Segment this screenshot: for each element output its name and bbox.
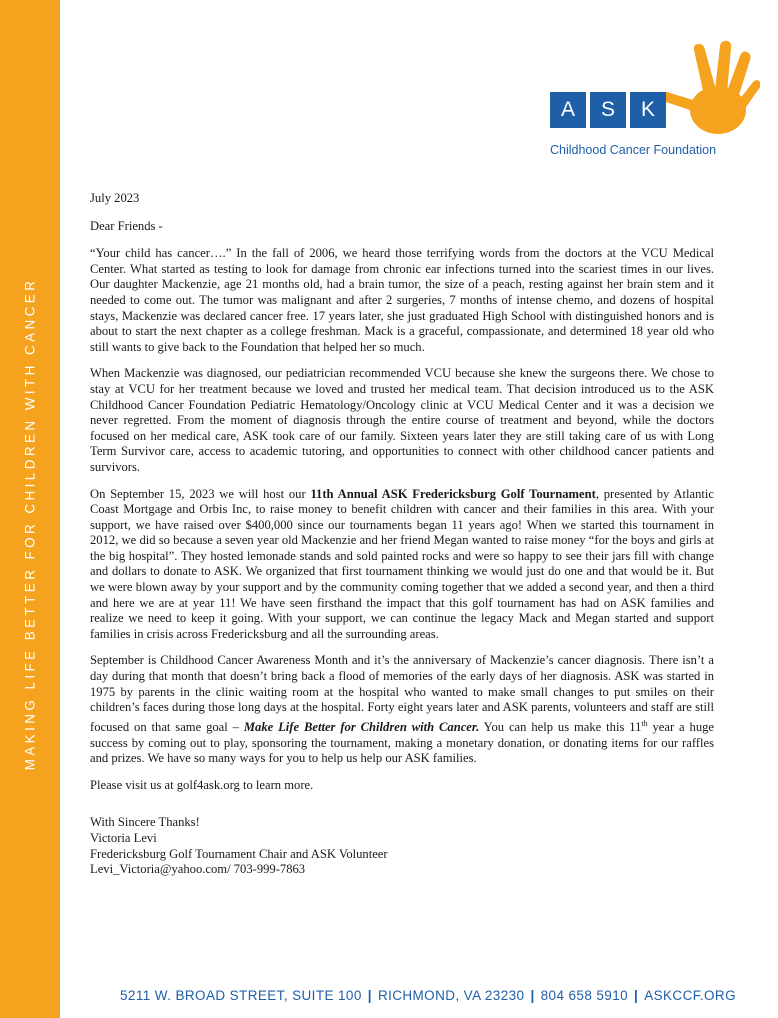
paragraph-3-body: , presented by Atlantic Coast Mortgage and Orbis Inc, to raise money to benefit children with cancer and their families in this area. With your support, we have raised over $400,000 since our tournaments began 11 years ago! When we started this tournament in 2012, we did so because a seven year old Mackenzie and her friend Megan wanted to raise money “for the boys and girls at the big hospital”. They hosted lemonade stands and sold painted rocks and were so happy to see their jars fill with change and dollars to donate to ASK. We organized that first tournament thinking we would just do one and that would be it. But we were blown away by your support and by the community coming together that we added a second year, and then a third and here we are at year 11! We have seen firsthand the impact that this golf tournament has had on ASK families and realize we need to keep it going. With your support, we can continue the legacy Mack and Megan started and support families in crisis across Fredericksburg and all the surrounding areas. [90, 486, 715, 641]
footer-city: RICHMOND, VA 23230 [377, 988, 525, 1003]
paragraph-5: Please visit us at golf4ask.org to learn more. [90, 777, 314, 792]
closing-line: With Sincere Thanks! [90, 815, 200, 830]
ordinal-suffix: th [641, 718, 648, 728]
footer-phone: 804 658 5910 [540, 988, 629, 1003]
footer-address: 5211 W. BROAD STREET, SUITE 100 [120, 988, 362, 1003]
sidebar [0, 0, 60, 1018]
paragraph-2: When Mackenzie was diagnosed, our pediatrician recommended VCU because she knew the surgeons there. We chose to stay at VCU for her treatment because we loved and trusted her medical team. That decision introduced us to the ASK Childhood Cancer Foundation Pediatric Hematology/Oncology clinic at VCU Medical Center and it was a decision we never regretted. From the moment of diagnosis through the entire course of treatment and beyond, while the doctors focused on her medical care, ASK took care of our family. Sixteen years later they are still taking care of us with Long Term Survivor care, access to academic tutoring, and opportunities to connect with other childhood cancer patients and survivors. [90, 366, 714, 474]
paragraph-4-intro: September is Childhood Cancer Awareness Month and it’s the anniversary of Mackenzie’s cancer diagnosis. There isn’t a day during that month that doesn’t bring back a flood of memories of the early days of her diagnosis. ASK was started in 1975 by parents in the clinic waiting room at the hospital who wanted to make small changes to put smiles on their children’s faces during those long days at the hospital. Forty eight years later and ASK parents, volunteers and staff are still focused on that same goal – [90, 653, 714, 734]
tournament-name: 11th Annual ASK Fredericksburg Golf Tournament [310, 486, 596, 501]
letter-body [90, 191, 714, 889]
signer-title: Fredericksburg Golf Tournament Chair and ASK Volunteer [90, 846, 388, 861]
logo-letters [550, 92, 666, 128]
signature-block [90, 815, 714, 877]
sidebar-tagline: MAKING LIFE BETTER FOR CHILDREN WITH CANCER [22, 277, 38, 771]
paragraph-3 [90, 487, 714, 643]
logo-letter-s: S [590, 92, 626, 128]
paragraph-4-body: year a huge success by coming out to play, sponsoring the tournament, making a monetary donation, or donating items for our raffles and prizes. We have so many ways for you to help us help our ASK families. [90, 720, 715, 766]
ask-logo [540, 40, 760, 170]
letter-date: July 2023 [90, 191, 140, 205]
footer-website: ASKCCF.ORG [644, 988, 736, 1003]
signer-contact: Levi_Victoria@yahoo.com/ 703-999-7863 [90, 862, 306, 877]
paragraph-4 [90, 653, 714, 766]
footer-contact [60, 988, 778, 1003]
logo-subtitle: Childhood Cancer Foundation [550, 143, 717, 157]
footer-separator: | [530, 988, 535, 1003]
footer-separator: | [367, 988, 372, 1003]
paragraph-4-mid: You can help us make this 11 [479, 720, 642, 734]
paragraph-3-intro: On September 15, 2023 we will host our [90, 486, 311, 501]
letter-greeting: Dear Friends - [90, 218, 163, 233]
footer-separator: | [634, 988, 639, 1003]
signer-name: Victoria Levi [90, 830, 157, 845]
logo-letter-k: K [630, 92, 666, 128]
paragraph-1: “Your child has cancer….” In the fall of 2006, we heard those terrifying words from the doctors at the VCU Medical Center. What started as testing to look for damage from chronic ear infections turned into the scariest times in our lives. Our daughter Mackenzie, age 21 months old, had a brain tumor, the size of a peach, resting against her brain stem and it needed to come out. The tumor was malignant and after 2 surgeries, 7 months of intense chemo, and dozens of hospital stays, Mackenzie was declared cancer free. 17 years later, she just graduated High School with distinguished honors and is about to start the next chapter as a college freshman. Mack is a graceful, compassionate, and determined 18 year old who still wants to give back to the Foundation that helped her so much. [90, 246, 714, 354]
mission-statement: Make Life Better for Children with Cancer. [243, 720, 480, 734]
hand-icon [660, 40, 760, 140]
logo-letter-a: A [550, 92, 586, 128]
